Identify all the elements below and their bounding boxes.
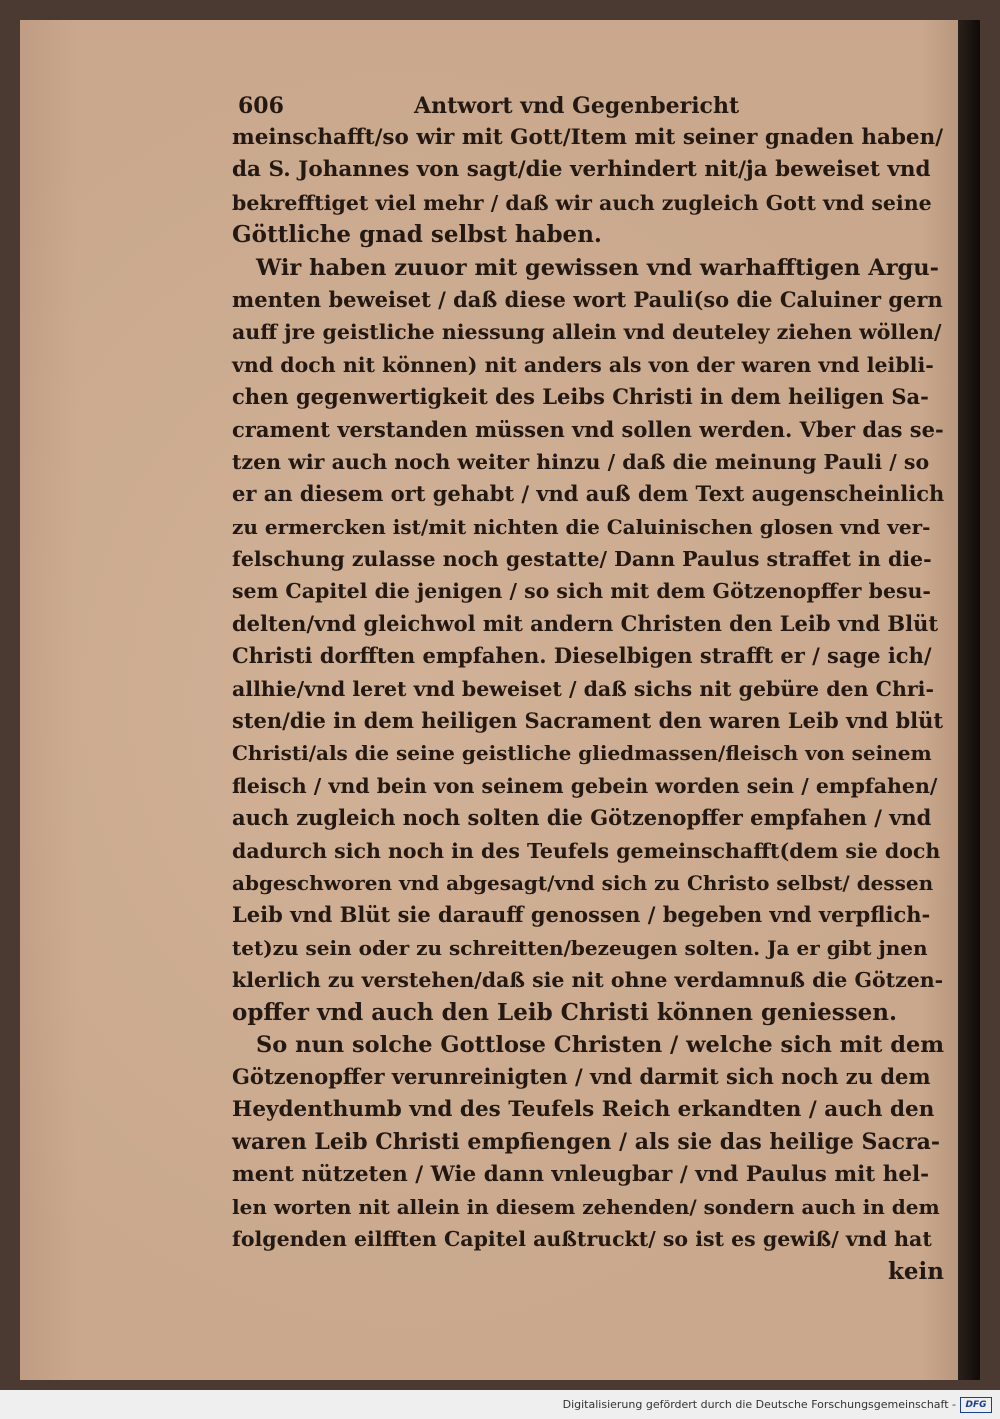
text-line: vnd doch nit können) nit anders als von der waren vnd leibli- (232, 352, 934, 377)
text-line: sten/die in dem heiligen Sacrament den waren Leib vnd blüt (232, 708, 944, 734)
text-line: meinschafft/so wir mit Gott/Item mit seiner gnaden haben/ (232, 125, 944, 150)
text-line: Heydenthumb vnd des Teufels Reich erkandten / auch den (232, 1096, 935, 1122)
running-title: Antwort vnd Gegenbericht (414, 93, 740, 119)
text-line: delten/vnd gleichwol mit andern Christen den Leib vnd Blüt (232, 610, 939, 636)
text-line: sem Capitel die jenigen / so sich mit dem Götzenopffer besu- (232, 579, 931, 604)
text-line: klerlich zu verstehen/daß sie nit ohne verdamnuß die Götzen- (232, 968, 944, 993)
text-line: tet)zu sein oder zu schreitten/bezeugen solten. Ja er gibt jnen (232, 935, 928, 960)
text-line: opffer vnd auch den Leib Christi können geniessen. (232, 998, 898, 1026)
text-line: Göttliche gnad selbst haben. (232, 221, 602, 249)
text-line: ment nützeten / Wie dann vnleugbar / vnd Paulus mit hel- (232, 1161, 930, 1187)
text-line: kein (887, 1257, 944, 1285)
text-line: So nun solche Gottlose Christen / welche sich mit dem (256, 1031, 945, 1058)
text-line: da S. Johannes von sagt/die verhindert nit/ja beweiset vnd (232, 157, 931, 183)
dfg-logo-icon: DFG (960, 1397, 992, 1413)
text-line: folgenden eilfften Capitel außtruckt/ so ist es gewiß/ vnd hat (232, 1227, 932, 1252)
text-line: chen gegenwertigkeit des Leibs Christi in dem heiligen Sa- (232, 384, 929, 410)
footer-credit: Digitalisierung gefördert durch die Deutsche Forschungsgemeinschaft - (562, 1398, 956, 1411)
text-line: Leib vnd Blüt sie darauff genossen / begeben vnd verpflich- (232, 902, 931, 928)
text-line: zu ermercken ist/mit nichten die Caluinischen glosen vnd ver- (232, 514, 931, 539)
text-line: Götzenopffer verunreinigten / vnd darmit sich noch zu dem (232, 1064, 931, 1090)
text-line: felschung zulasse noch gestatte/ Dann Paulus straffet in die- (232, 547, 932, 572)
text-line: auch zugleich noch solten die Götzenopffer empfahen / vnd (232, 805, 932, 831)
text-line: len worten nit allein in diesem zehenden/ sondern auch in dem (232, 1194, 940, 1219)
text-line: tzen wir auch noch weiter hinzu / daß die meinung Pauli / so (232, 449, 930, 474)
text-line: Wir haben zuuor mit gewissen vnd warhafftigen Argu- (256, 254, 939, 281)
page-number: 606 (238, 93, 284, 119)
text-line: menten beweiset / daß diese wort Pauli(so die Caluiner gern (232, 286, 943, 312)
text-line: waren Leib Christi empfiengen / als sie das heilige Sacra- (232, 1129, 941, 1156)
digitization-footer (0, 1390, 1000, 1419)
page-gutter-shadow (958, 20, 980, 1380)
text-line: allhie/vnd leret vnd beweiset / daß sichs nit gebüre den Chri- (232, 676, 934, 701)
body-text (232, 122, 944, 1288)
page-header (238, 93, 758, 123)
text-line: Christi dorfften empfahen. Dieselbigen strafft er / sage ich/ (232, 643, 932, 669)
text-line: er an diesem ort gehabt / vnd auß dem Text augenscheinlich (232, 481, 945, 507)
text-line: dadurch sich noch in des Teufels gemeinschafft(dem sie doch (232, 838, 941, 863)
text-line: auff jre geistliche niessung allein vnd deuteley ziehen wöllen/ (232, 320, 942, 345)
text-line: fleisch / vnd bein von seinem gebein worden sein / empfahen/ (232, 773, 938, 798)
text-line: bekrefftiget viel mehr / daß wir auch zugleich Gott vnd seine (232, 190, 932, 215)
text-line: abgeschworen vnd abgesagt/vnd sich zu Christo selbst/ dessen (232, 870, 934, 895)
text-line: crament verstanden müssen vnd sollen werden. Vber das se- (232, 416, 944, 442)
text-line: Christi/als die seine geistliche gliedmassen/fleisch von seinem (232, 741, 932, 766)
